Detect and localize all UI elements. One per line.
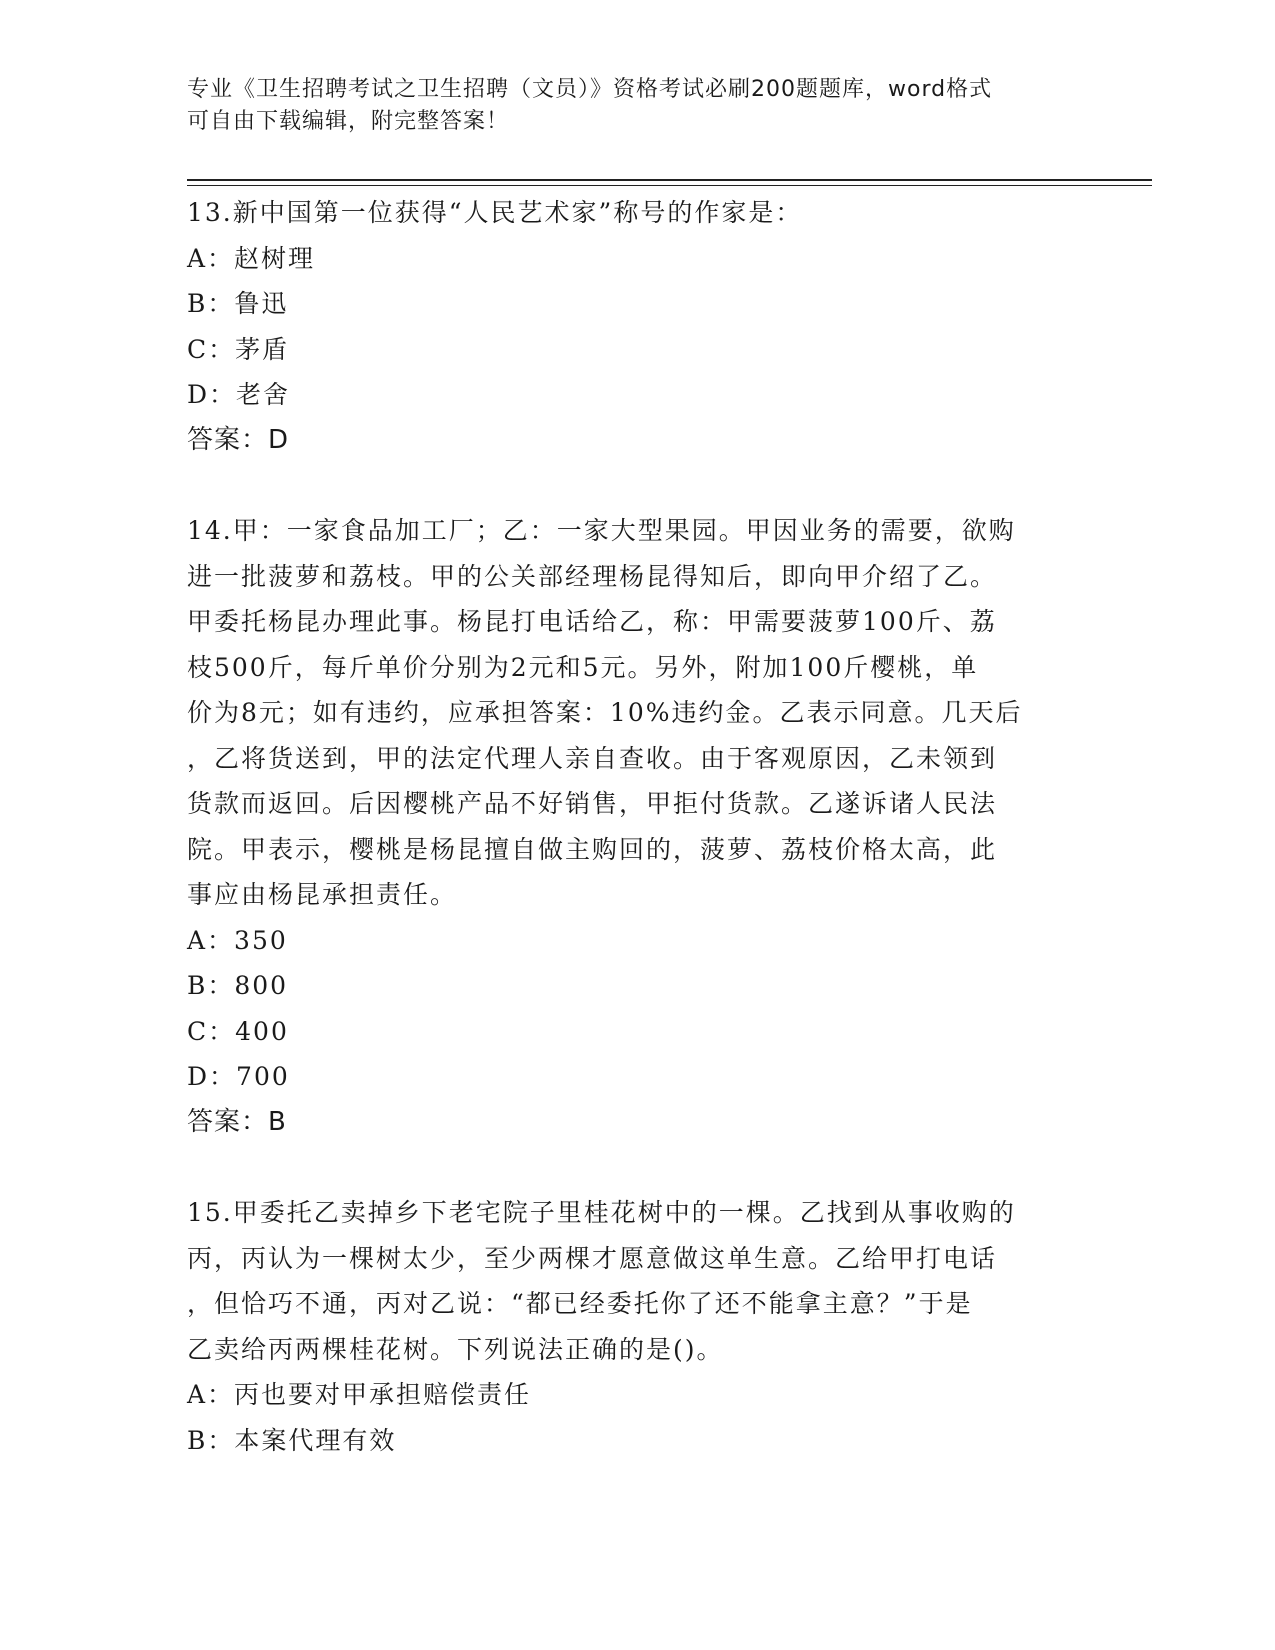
question-stem-line: 货款而返回。后因樱桃产品不好销售，甲拒付货款。乙遂诉诸人民法 bbox=[187, 789, 998, 818]
question-stem-line: ，乙将货送到，甲的法定代理人亲自查收。由于客观原因，乙未领到 bbox=[187, 743, 998, 773]
question-stem-line: 乙卖给丙两棵桂花树。下列说法正确的是()。 bbox=[187, 1334, 724, 1364]
question-stem-line: ，但恰巧不通，丙对乙说：“都已经委托你了还不能拿主意？”于是 bbox=[187, 1289, 973, 1318]
answer-line: 答案：B bbox=[187, 1106, 287, 1137]
question-stem-line: 15.甲委托乙卖掉乡下老宅院子里桂花树中的一棵。乙找到从事收购的 bbox=[187, 1198, 1016, 1227]
header-rule-thick bbox=[187, 179, 1152, 181]
option-a: A：350 bbox=[187, 925, 288, 955]
option-b: B：800 bbox=[187, 971, 289, 1000]
question-stem-line: 13.新中国第一位获得“人民艺术家”称号的作家是： bbox=[187, 198, 803, 227]
option-b: B：鲁迅 bbox=[187, 289, 289, 318]
question-14 bbox=[187, 508, 1087, 1145]
question-stem-line: 14.甲：一家食品加工厂；乙：一家大型果园。甲因业务的需要，欲购 bbox=[187, 516, 1016, 545]
question-15 bbox=[187, 1190, 1087, 1463]
question-list bbox=[187, 190, 1087, 1463]
option-d: D：老舍 bbox=[187, 380, 291, 409]
answer-line: 答案：D bbox=[187, 424, 290, 455]
option-c: C：茅盾 bbox=[187, 334, 290, 364]
question-stem-line: 事应由杨昆承担责任。 bbox=[187, 880, 458, 909]
option-b: B：本案代理有效 bbox=[187, 1425, 397, 1455]
option-d: D：700 bbox=[187, 1062, 290, 1091]
question-stem-line: 丙，丙认为一棵树太少，至少两棵才愿意做这单生意。乙给甲打电话 bbox=[187, 1243, 998, 1273]
option-a: A：丙也要对甲承担赔偿责任 bbox=[187, 1380, 532, 1409]
header-rule-thin bbox=[187, 185, 1152, 186]
question-13 bbox=[187, 190, 1087, 463]
question-stem-line: 院。甲表示，樱桃是杨昆擅自做主购回的，菠萝、荔枝价格太高，此 bbox=[187, 834, 998, 864]
header-line-2: 可自由下载编辑，附完整答案！ bbox=[187, 109, 510, 134]
question-stem-line: 进一批菠萝和荔枝。甲的公关部经理杨昆得知后，即向甲介绍了乙。 bbox=[187, 561, 998, 591]
question-stem-line: 枝500斤，每斤单价分别为2元和5元。另外，附加100斤樱桃，单 bbox=[187, 652, 979, 682]
document-header bbox=[187, 74, 1067, 138]
header-line-1: 专业《卫生招聘考试之卫生招聘（文员）》资格考试必刷200题题库，word格式 bbox=[187, 77, 993, 102]
question-stem-line: 价为8元；如有违约，应承担答案：10%违约金。乙表示同意。几天后 bbox=[187, 698, 1023, 727]
option-a: A：赵树理 bbox=[187, 243, 316, 273]
question-stem-line: 甲委托杨昆办理此事。杨昆打电话给乙，称：甲需要菠萝100斤、荔 bbox=[187, 607, 997, 636]
question-spacer bbox=[187, 463, 1087, 508]
question-spacer bbox=[187, 1145, 1087, 1190]
option-c: C：400 bbox=[187, 1016, 289, 1046]
